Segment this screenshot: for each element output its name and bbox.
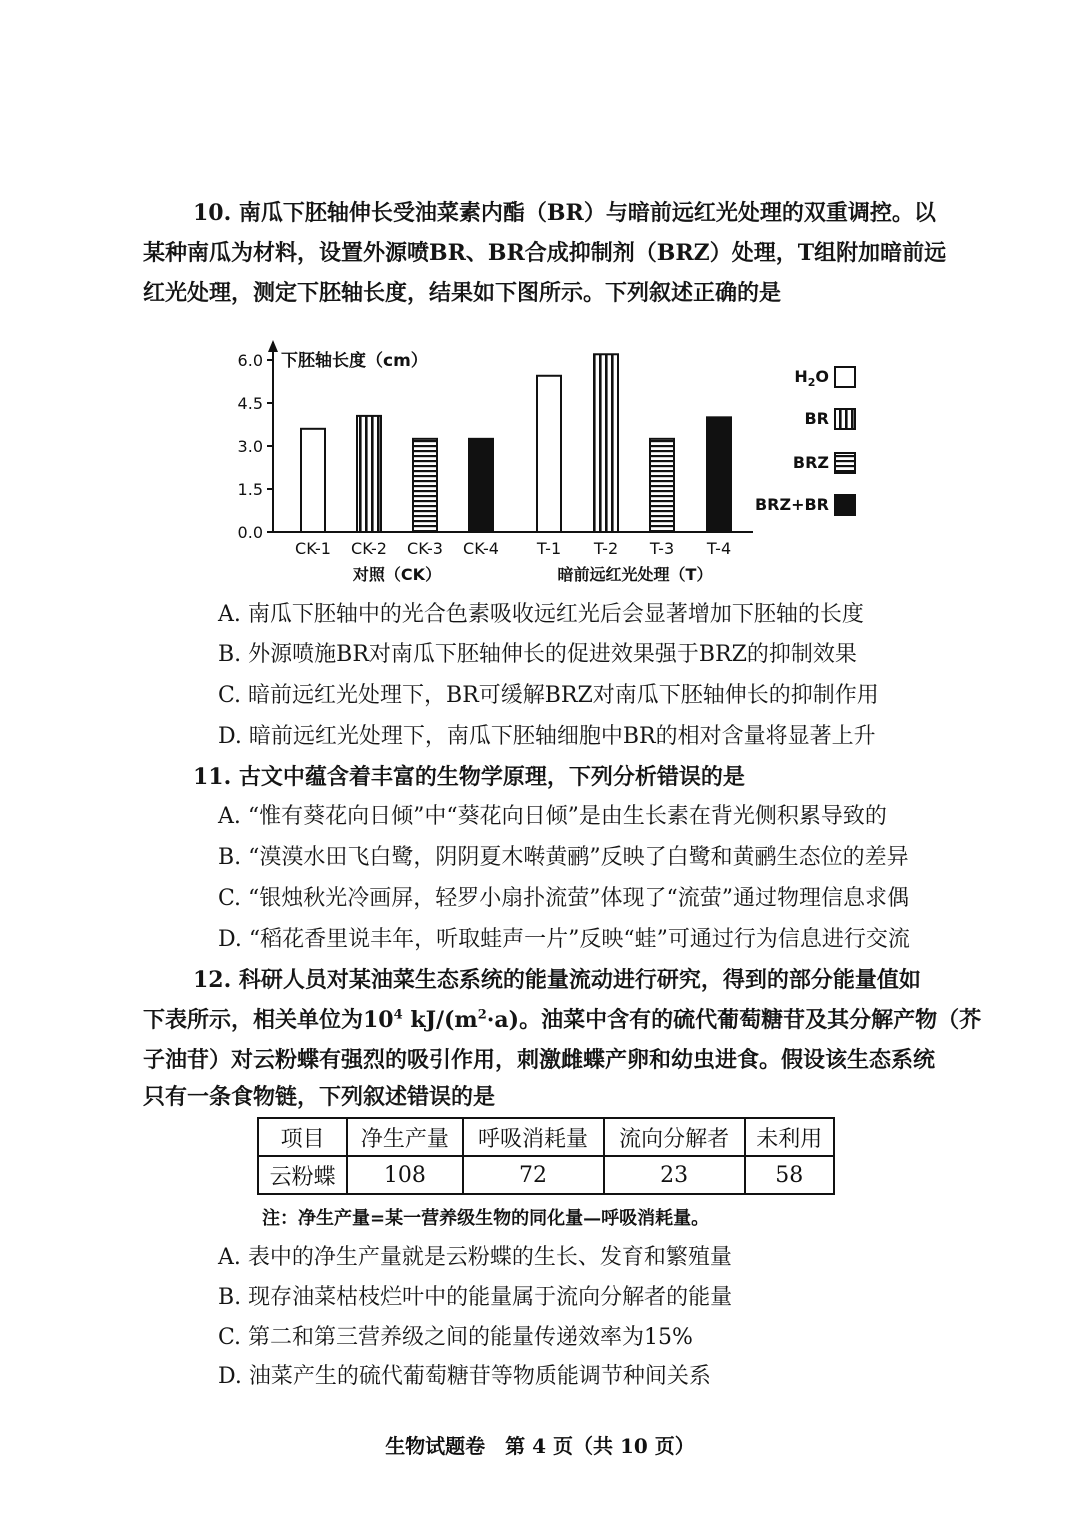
q12-option-a[interactable]: A. 表中的净生产量就是云粉蝶的生长、发育和繁殖量 — [218, 1245, 732, 1270]
chart-svg — [215, 330, 875, 590]
table-header-cell: 流向分解者 — [604, 1118, 745, 1156]
group-label-ck: 对照（CK） — [352, 565, 442, 584]
q11-option-d[interactable]: D. “稻花香里说丰年，听取蛙声一片”反映“蛙”可通过行为信息进行交流 — [218, 927, 910, 952]
legend-swatch — [835, 453, 855, 473]
y-tick-label: 4.5 — [237, 394, 263, 413]
table-header-cell: 净生产量 — [347, 1118, 462, 1156]
unit-exponent: 4 — [393, 1007, 403, 1023]
legend-swatch — [835, 409, 855, 429]
table-header-cell: 未利用 — [745, 1118, 834, 1156]
legend-label: BRZ+BR — [754, 495, 829, 514]
y-tick-label: 6.0 — [237, 351, 263, 370]
q12-stem-line-2 — [143, 1005, 981, 1035]
area-exponent: 2 — [477, 1007, 487, 1023]
x-tick-label: T-2 — [593, 539, 619, 558]
legend-label: $H_2O$ — [794, 367, 829, 389]
bar-t-3 — [650, 439, 674, 532]
bar-ck-1 — [301, 429, 325, 532]
y-tick-label: 1.5 — [237, 480, 263, 499]
legend-label: BR — [804, 409, 829, 428]
table-cell: 58 — [745, 1156, 834, 1194]
q10-option-d[interactable]: D. 暗前远红光处理下，南瓜下胚轴细胞中BR的相对含量将显著上升 — [218, 724, 876, 749]
table-header-row — [258, 1118, 834, 1156]
q10-stem-line-2: 某种南瓜为材料，设置外源喷BR、BR合成抑制剂（BRZ）处理，T组附加暗前远 — [143, 240, 947, 266]
table-note: 注：净生产量=某一营养级生物的同化量—呼吸消耗量。 — [262, 1208, 710, 1229]
legend-swatch — [835, 495, 855, 515]
table-cell: 23 — [604, 1156, 745, 1194]
q11-option-a[interactable]: A. “惟有葵花向日倾”中“葵花向日倾”是由生长素在背光侧积累导致的 — [218, 804, 887, 829]
table-row — [258, 1156, 834, 1194]
x-tick-label: T-1 — [536, 539, 562, 558]
y-tick-label: 0.0 — [237, 523, 263, 542]
chart-bars — [301, 354, 731, 532]
bar-t-2 — [594, 354, 618, 532]
y-tick-label: 3.0 — [237, 437, 263, 456]
hypocotyl-bar-chart — [215, 330, 875, 590]
bar-ck-4 — [469, 439, 493, 532]
table-header-cell: 呼吸消耗量 — [463, 1118, 604, 1156]
y-axis-arrow — [268, 340, 278, 352]
q12-stem-line-2-mid: kJ/(m — [402, 1007, 478, 1033]
y-axis-title: 下胚轴长度（cm） — [281, 351, 428, 371]
table-header-cell: 项目 — [258, 1118, 347, 1156]
group-label-t: 暗前远红光处理（T） — [557, 565, 713, 584]
x-tick-label: T-3 — [649, 539, 675, 558]
x-tick-label: CK-4 — [463, 539, 499, 558]
energy-table — [257, 1117, 835, 1195]
bar-t-4 — [707, 417, 731, 532]
bar-t-1 — [537, 376, 561, 532]
q12-option-b[interactable]: B. 现存油菜枯枝烂叶中的能量属于流向分解者的能量 — [218, 1285, 733, 1310]
bar-ck-3 — [413, 439, 437, 532]
x-tick-label: CK-1 — [295, 539, 331, 558]
q12-stem-line-2-post: ·a)。油菜中含有的硫代葡萄糖苷及其分解产物（芥 — [486, 1007, 982, 1033]
q10-stem-line-3: 红光处理，测定下胚轴长度，结果如下图所示。下列叙述正确的是 — [143, 280, 782, 306]
q10-option-c[interactable]: C. 暗前远红光处理下，BR可缓解BRZ对南瓜下胚轴伸长的抑制作用 — [218, 683, 879, 708]
x-tick-label: CK-2 — [351, 539, 387, 558]
x-tick-label: T-4 — [706, 539, 732, 558]
page-footer: 生物试题卷 第 4 页（共 10 页） — [385, 1434, 695, 1458]
table-cell: 108 — [347, 1156, 462, 1194]
legend-label: BRZ — [792, 453, 829, 472]
q10-option-b[interactable]: B. 外源喷施BR对南瓜下胚轴伸长的促进效果强于BRZ的抑制效果 — [218, 642, 857, 667]
q11-option-b[interactable]: B. “漠漠水田飞白鹭，阴阴夏木啭黄鹂”反映了白鹭和黄鹂生态位的差异 — [218, 845, 909, 870]
q12-stem-line-3: 子油苷）对云粉蝶有强烈的吸引作用，刺激雌蝶产卵和幼虫进食。假设该生态系统 — [143, 1047, 936, 1073]
q11-stem: 11. 古文中蕴含着丰富的生物学原理，下列分析错误的是 — [193, 764, 745, 790]
chart-legend — [755, 367, 855, 515]
table-cell: 72 — [463, 1156, 604, 1194]
table-cell: 云粉蝶 — [258, 1156, 347, 1194]
q10-stem-line-1: 10. 南瓜下胚轴伸长受油菜素内酯（BR）与暗前远红光处理的双重调控。以 — [193, 200, 936, 226]
q12-stem-line-1: 12. 科研人员对某油菜生态系统的能量流动进行研究，得到的部分能量值如 — [193, 967, 921, 993]
legend-swatch — [835, 367, 855, 387]
q12-option-d[interactable]: D. 油菜产生的硫代葡萄糖苷等物质能调节种间关系 — [218, 1364, 711, 1389]
q11-option-c[interactable]: C. “银烛秋光冷画屏，轻罗小扇扑流萤”体现了“流萤”通过物理信息求偶 — [218, 886, 910, 911]
bar-ck-2 — [357, 416, 381, 532]
x-tick-label: CK-3 — [407, 539, 443, 558]
q12-stem-line-4: 只有一条食物链，下列叙述错误的是 — [143, 1084, 496, 1110]
q10-option-a[interactable]: A. 南瓜下胚轴中的光合色素吸收远红光后会显著增加下胚轴的长度 — [218, 602, 864, 627]
q12-option-c[interactable]: C. 第二和第三营养级之间的能量传递效率为15% — [218, 1325, 693, 1350]
q12-stem-line-2-pre: 下表所示，相关单位为10 — [143, 1007, 394, 1033]
